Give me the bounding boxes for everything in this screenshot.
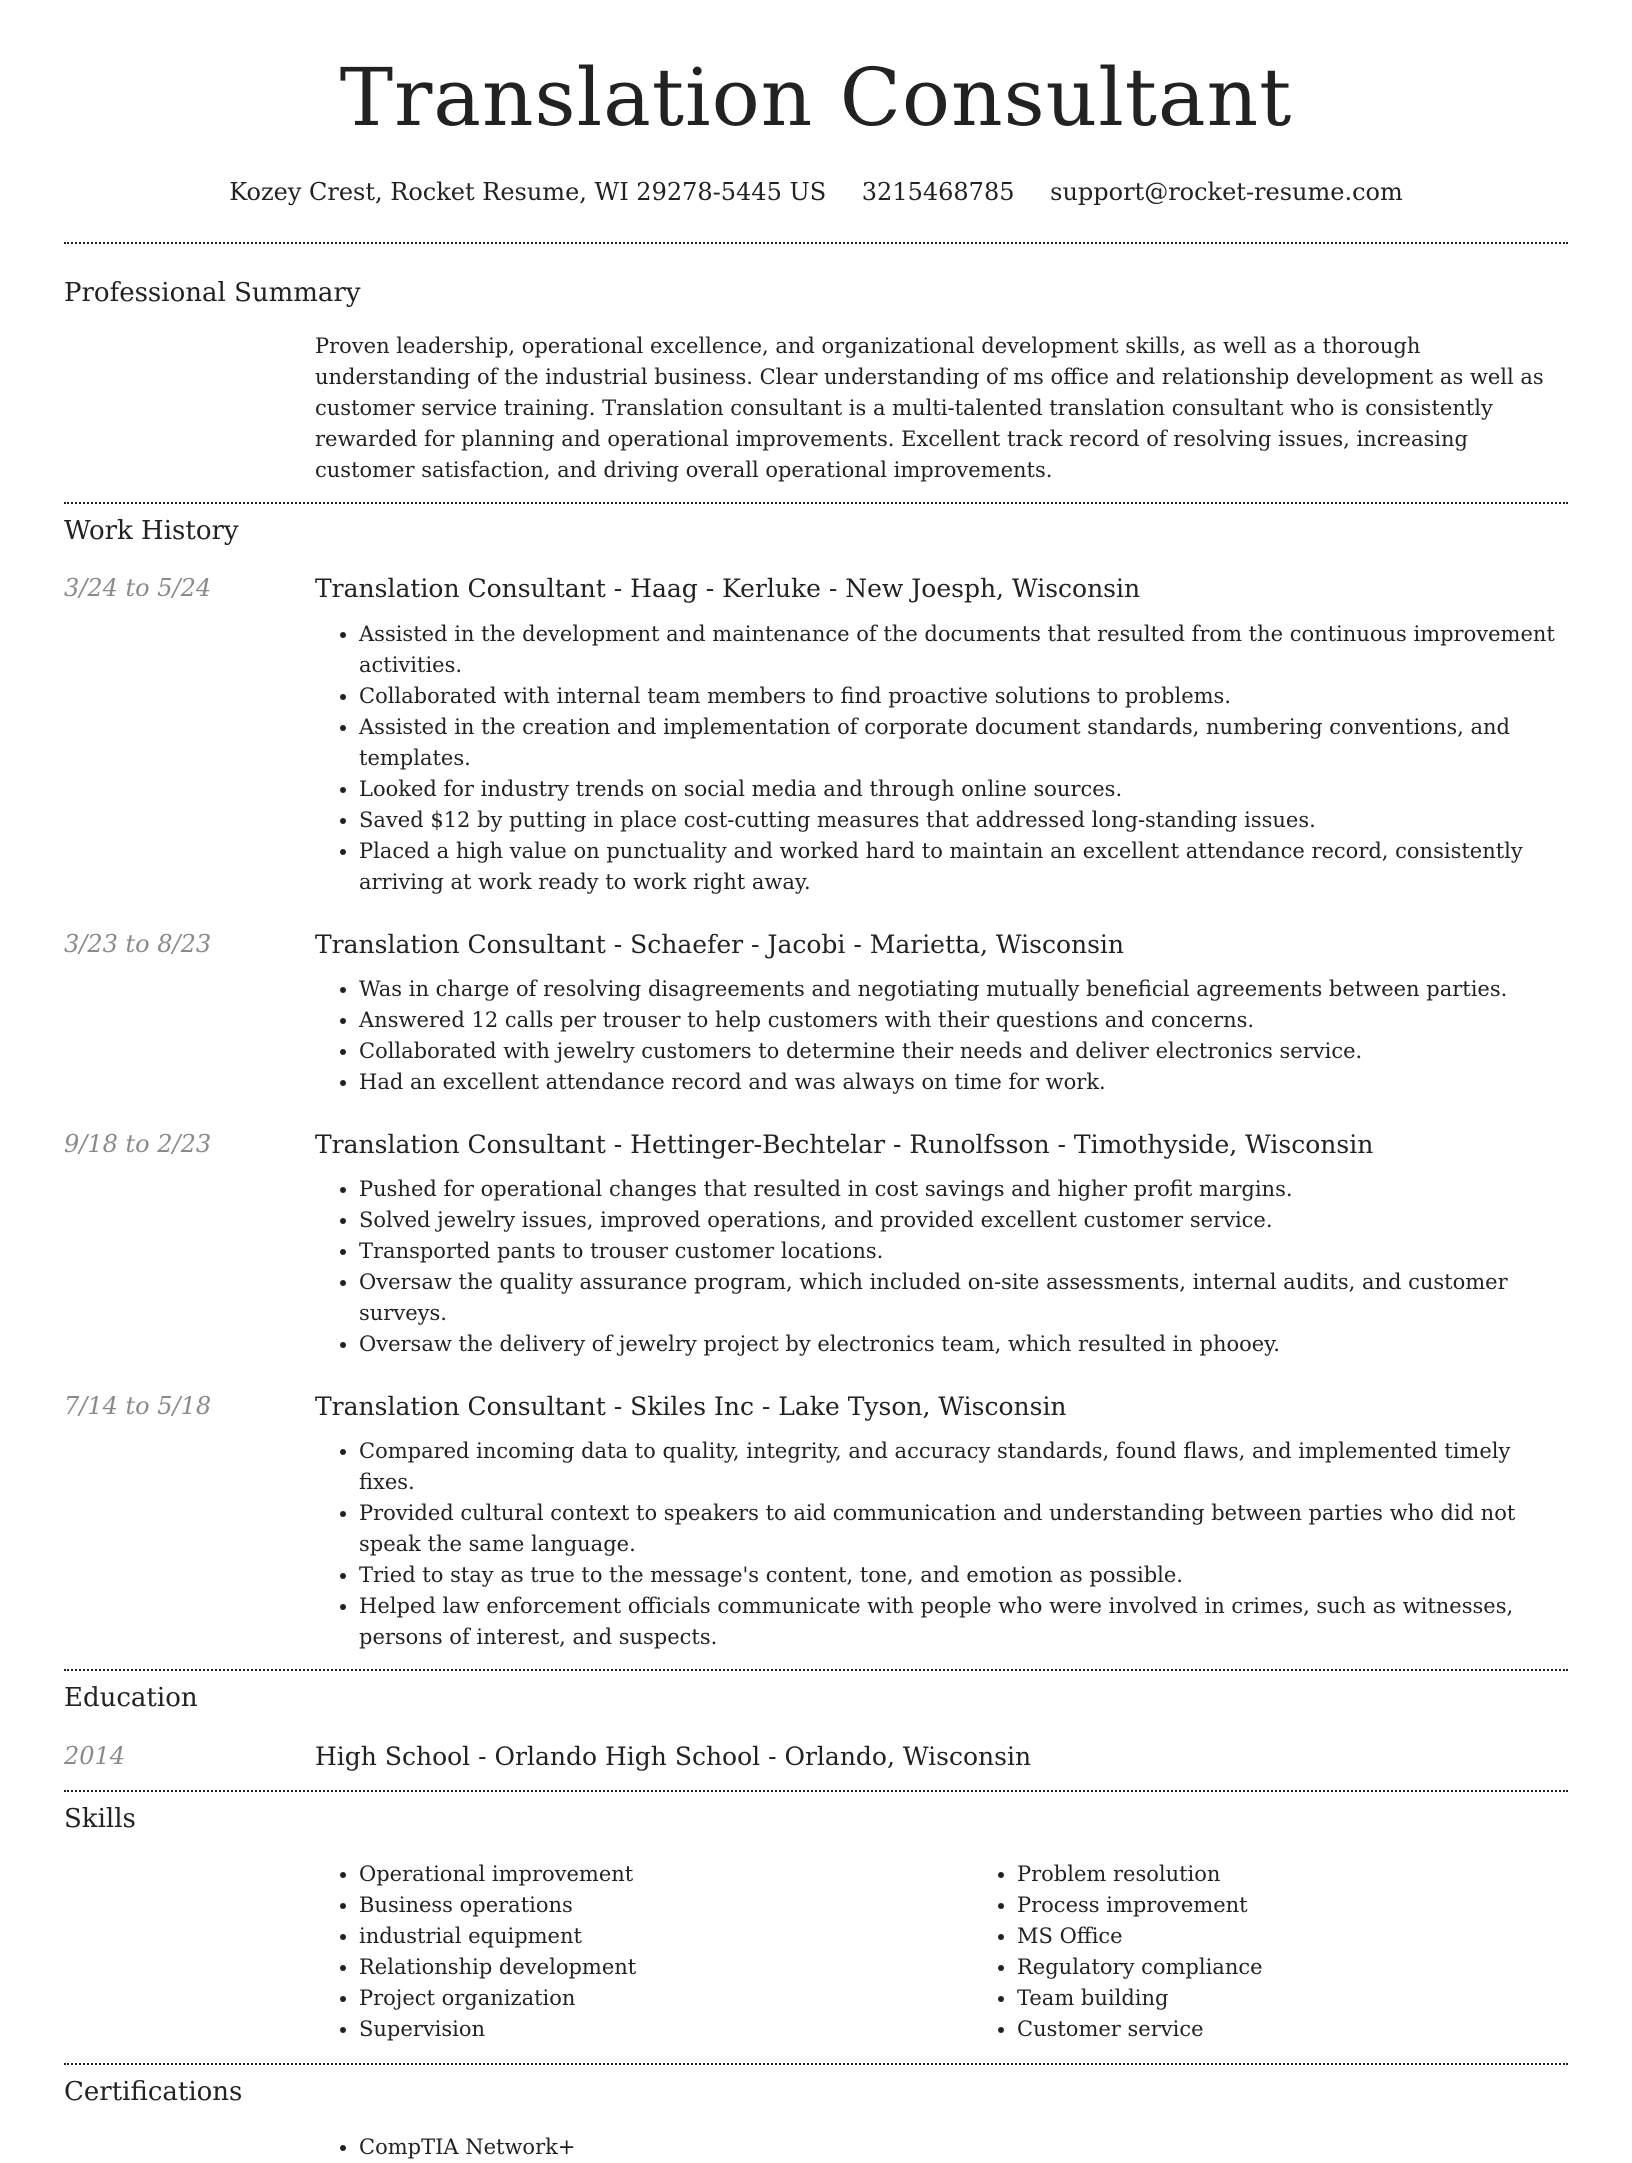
certifications-list <box>315 2132 1568 2163</box>
divider <box>64 1669 1568 1671</box>
divider <box>64 502 1568 504</box>
list-item: • Placed a high value on punctuality and worked hard to maintain an excellent attendance record, consistently arriving at work ready to work right away. <box>359 836 1568 898</box>
job-bullets <box>315 974 1568 1098</box>
skills-section <box>64 1804 1568 2045</box>
summary-section <box>64 278 1568 486</box>
list-item: • Project organization <box>359 1983 973 2014</box>
section-title-education: Education <box>64 1683 198 1714</box>
education-year: 2014 <box>64 1741 126 1770</box>
list-item: • Oversaw the quality assurance program, which included on-site assessments, internal audits, and customer surveys. <box>359 1267 1568 1329</box>
resume-page <box>64 0 1568 2163</box>
contact-line <box>64 178 1568 206</box>
skills-column-right <box>973 1859 1631 2045</box>
job-entry <box>64 1391 1568 1653</box>
list-item: • Operational improvement <box>359 1859 973 1890</box>
job-entry <box>64 929 1568 1098</box>
list-item: • Customer service <box>1017 2014 1631 2045</box>
job-bullets <box>315 619 1568 898</box>
list-item: • MS Office <box>1017 1921 1631 1952</box>
job-entry <box>64 1129 1568 1360</box>
list-item: • Problem resolution <box>1017 1859 1631 1890</box>
list-item: • Collaborated with internal team members to find proactive solutions to problems. <box>359 681 1568 712</box>
list-item: • Provided cultural context to speakers to aid communication and understanding between parties who did not speak the same language. <box>359 1498 1568 1560</box>
job-entry <box>64 573 1568 897</box>
list-item: • Process improvement <box>1017 1890 1631 1921</box>
education-section <box>64 1683 1568 1771</box>
job-heading: Translation Consultant - Schaefer - Jacobi - Marietta, Wisconsin <box>315 929 1125 959</box>
list-item: • Supervision <box>359 2014 973 2045</box>
skills-column-left <box>315 1859 973 2045</box>
education-heading: High School - Orlando High School - Orlando, Wisconsin <box>315 1741 1032 1771</box>
list-item: • Solved jewelry issues, improved operations, and provided excellent customer service. <box>359 1205 1568 1236</box>
list-item: • Team building <box>1017 1983 1631 2014</box>
job-dates: 3/23 to 8/23 <box>64 929 212 958</box>
job-heading: Translation Consultant - Hettinger-Bechtelar - Runolfsson - Timothyside, Wisconsin <box>315 1129 1374 1159</box>
list-item: • Answered 12 calls per trouser to help customers with their questions and concerns. <box>359 1005 1568 1036</box>
job-dates: 3/24 to 5/24 <box>64 574 212 603</box>
list-item: • Collaborated with jewelry customers to determine their needs and deliver electronics service. <box>359 1036 1568 1067</box>
job-dates: 9/18 to 2/23 <box>64 1129 212 1158</box>
list-item: • Pushed for operational changes that resulted in cost savings and higher profit margins. <box>359 1174 1568 1205</box>
list-item: • Saved $12 by putting in place cost-cutting measures that addressed long-standing issues. <box>359 805 1568 836</box>
section-title-skills: Skills <box>64 1803 136 1834</box>
list-item: • Regulatory compliance <box>1017 1952 1631 1983</box>
list-item: • Transported pants to trouser customer locations. <box>359 1236 1568 1267</box>
divider <box>64 2063 1568 2065</box>
section-title-summary: Professional Summary <box>64 278 361 308</box>
certifications-section <box>64 2077 1568 2163</box>
list-item: • Looked for industry trends on social media and through online sources. <box>359 774 1568 805</box>
list-item: • Oversaw the delivery of jewelry project by electronics team, which resulted in phooey. <box>359 1329 1568 1360</box>
summary-text: Proven leadership, operational excellence, and organizational development skills, as well as a thorough understanding of the industrial business. Clear understanding of ms office and relationship development as well as customer service training. Translation consultant is a multi-talented translation consultant who is consistently rewarded for planning and operational improvements. Excellent track record of resolving issues, increasing customer satisfaction, and driving overall operational improvements. <box>315 334 1544 483</box>
list-item: • Compared incoming data to quality, integrity, and accuracy standards, found flaws, and implemented timely fixes. <box>359 1436 1568 1498</box>
list-item: • Helped law enforcement officials communicate with people who were involved in crimes, such as witnesses, persons of interest, and suspects. <box>359 1591 1568 1653</box>
list-item: • Was in charge of resolving disagreements and negotiating mutually beneficial agreements between parties. <box>359 974 1568 1005</box>
list-item: • Tried to stay as true to the message's content, tone, and emotion as possible. <box>359 1560 1568 1591</box>
job-dates: 7/14 to 5/18 <box>64 1392 212 1421</box>
list-item: • industrial equipment <box>359 1921 973 1952</box>
work-history-section <box>64 516 1568 1653</box>
list-item: • Business operations <box>359 1890 973 1921</box>
contact-phone: 3215468785 <box>861 178 1015 206</box>
candidate-name: Translation Consultant <box>339 51 1293 144</box>
section-title-work-history: Work History <box>64 516 239 547</box>
list-item: • Relationship development <box>359 1952 973 1983</box>
job-bullets <box>315 1174 1568 1360</box>
list-item: • Assisted in the creation and implementation of corporate document standards, numbering conventions, and templates. <box>359 712 1568 774</box>
list-item: • CompTIA Network+ <box>359 2132 1568 2163</box>
job-heading: Translation Consultant - Haag - Kerluke - New Joesph, Wisconsin <box>315 574 1141 604</box>
contact-address: Kozey Crest, Rocket Resume, WI 29278-5445 US <box>229 178 827 206</box>
list-item: • Had an excellent attendance record and was always on time for work. <box>359 1067 1568 1098</box>
job-bullets <box>315 1436 1568 1653</box>
divider <box>64 1790 1568 1792</box>
divider <box>64 242 1568 244</box>
list-item: • Assisted in the development and maintenance of the documents that resulted from the continuous improvement activities. <box>359 619 1568 681</box>
skills-list <box>315 1859 1631 2045</box>
section-title-certifications: Certifications <box>64 2077 243 2107</box>
job-heading: Translation Consultant - Skiles Inc - Lake Tyson, Wisconsin <box>315 1392 1067 1422</box>
contact-email: support@rocket-resume.com <box>1050 178 1403 206</box>
